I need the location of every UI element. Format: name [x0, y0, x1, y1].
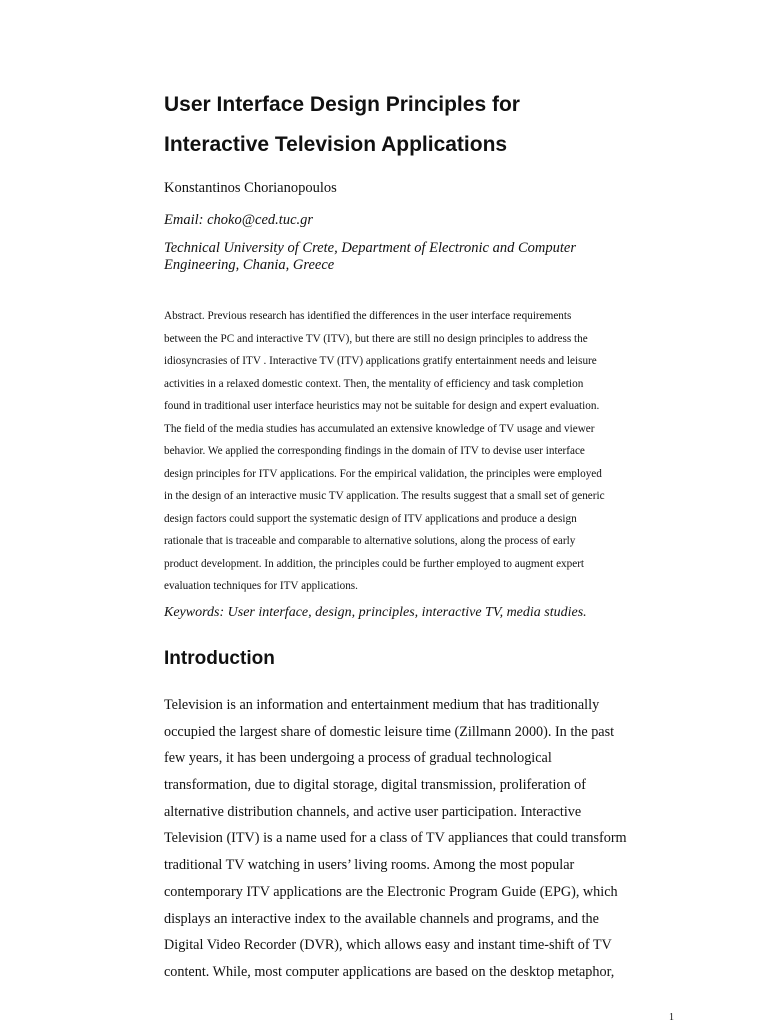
abstract-line: between the PC and interactive TV (ITV), but there are still no design principles to address the [164, 332, 588, 345]
abstract-line: in the design of an interactive music TV application. The results suggest that a small set of generic [164, 490, 605, 502]
abstract-block [164, 305, 649, 598]
author-affiliation: Technical University of Crete, Department of Electronic and Computer Engineering, Chania, Greece [164, 240, 576, 273]
keywords: Keywords: User interface, design, principles, interactive TV, media studies. [164, 605, 587, 620]
author-name: Konstantinos Chorianopoulos [164, 180, 337, 196]
paper-title-line-2: Interactive Television Applications [164, 133, 508, 156]
body-line: Television is an information and entertainment medium that has traditionally [164, 697, 600, 713]
paper-title-line-1: User Interface Design Principles for [164, 93, 520, 116]
abstract-line: design principles for ITV applications. For the empirical validation, the principles were employed [164, 467, 602, 480]
introduction-body [164, 692, 684, 986]
body-line: contemporary ITV applications are the Electronic Program Guide (EPG), which [164, 883, 618, 900]
body-line: displays an interactive index to the available channels and programs, and the [164, 910, 599, 927]
page-number: 1 [669, 1012, 674, 1023]
abstract-line: idiosyncrasies of ITV . Interactive TV (ITV) applications gratify entertainment needs and leisure [164, 355, 597, 367]
abstract-line: The field of the media studies has accumulated an extensive knowledge of TV usage and viewer [164, 422, 595, 435]
body-line: Digital Video Recorder (DVR), which allows easy and instant time-shift of TV [164, 937, 612, 954]
body-line: occupied the largest share of domestic leisure time (Zillmann 2000). In the past [164, 723, 615, 740]
author-email: Email: choko@ced.tuc.gr [164, 212, 314, 228]
abstract-line: Abstract. Previous research has identified the differences in the user interface requirements [164, 310, 572, 322]
body-line: alternative distribution channels, and active user participation. Interactive [164, 803, 582, 820]
abstract-line: activities in a relaxed domestic context. Then, the mentality of efficiency and task completion [164, 377, 584, 390]
body-line: traditional TV watching in users’ living rooms. Among the most popular [164, 857, 575, 874]
abstract-line: evaluation techniques for ITV applications. [164, 580, 358, 592]
abstract-line: design factors could support the systematic design of ITV applications and produce a design [164, 512, 577, 525]
body-line: transformation, due to digital storage, digital transmission, proliferation of [164, 777, 586, 794]
abstract-line: rationale that is traceable and comparable to alternative solutions, along the process of early [164, 535, 576, 547]
abstract-line: behavior. We applied the corresponding findings in the domain of ITV to devise user interface [164, 445, 585, 457]
abstract-line: found in traditional user interface heuristics may not be suitable for design and expert evaluation. [164, 400, 600, 412]
body-line: Television (ITV) is a name used for a class of TV appliances that could transform [164, 830, 627, 847]
abstract-line: product development. In addition, the principles could be further employed to augment expert [164, 557, 585, 570]
body-line: few years, it has been undergoing a process of gradual technological [164, 750, 552, 767]
section-heading-introduction: Introduction [164, 648, 275, 669]
body-line: content. While, most computer applications are based on the desktop metaphor, [164, 963, 615, 980]
